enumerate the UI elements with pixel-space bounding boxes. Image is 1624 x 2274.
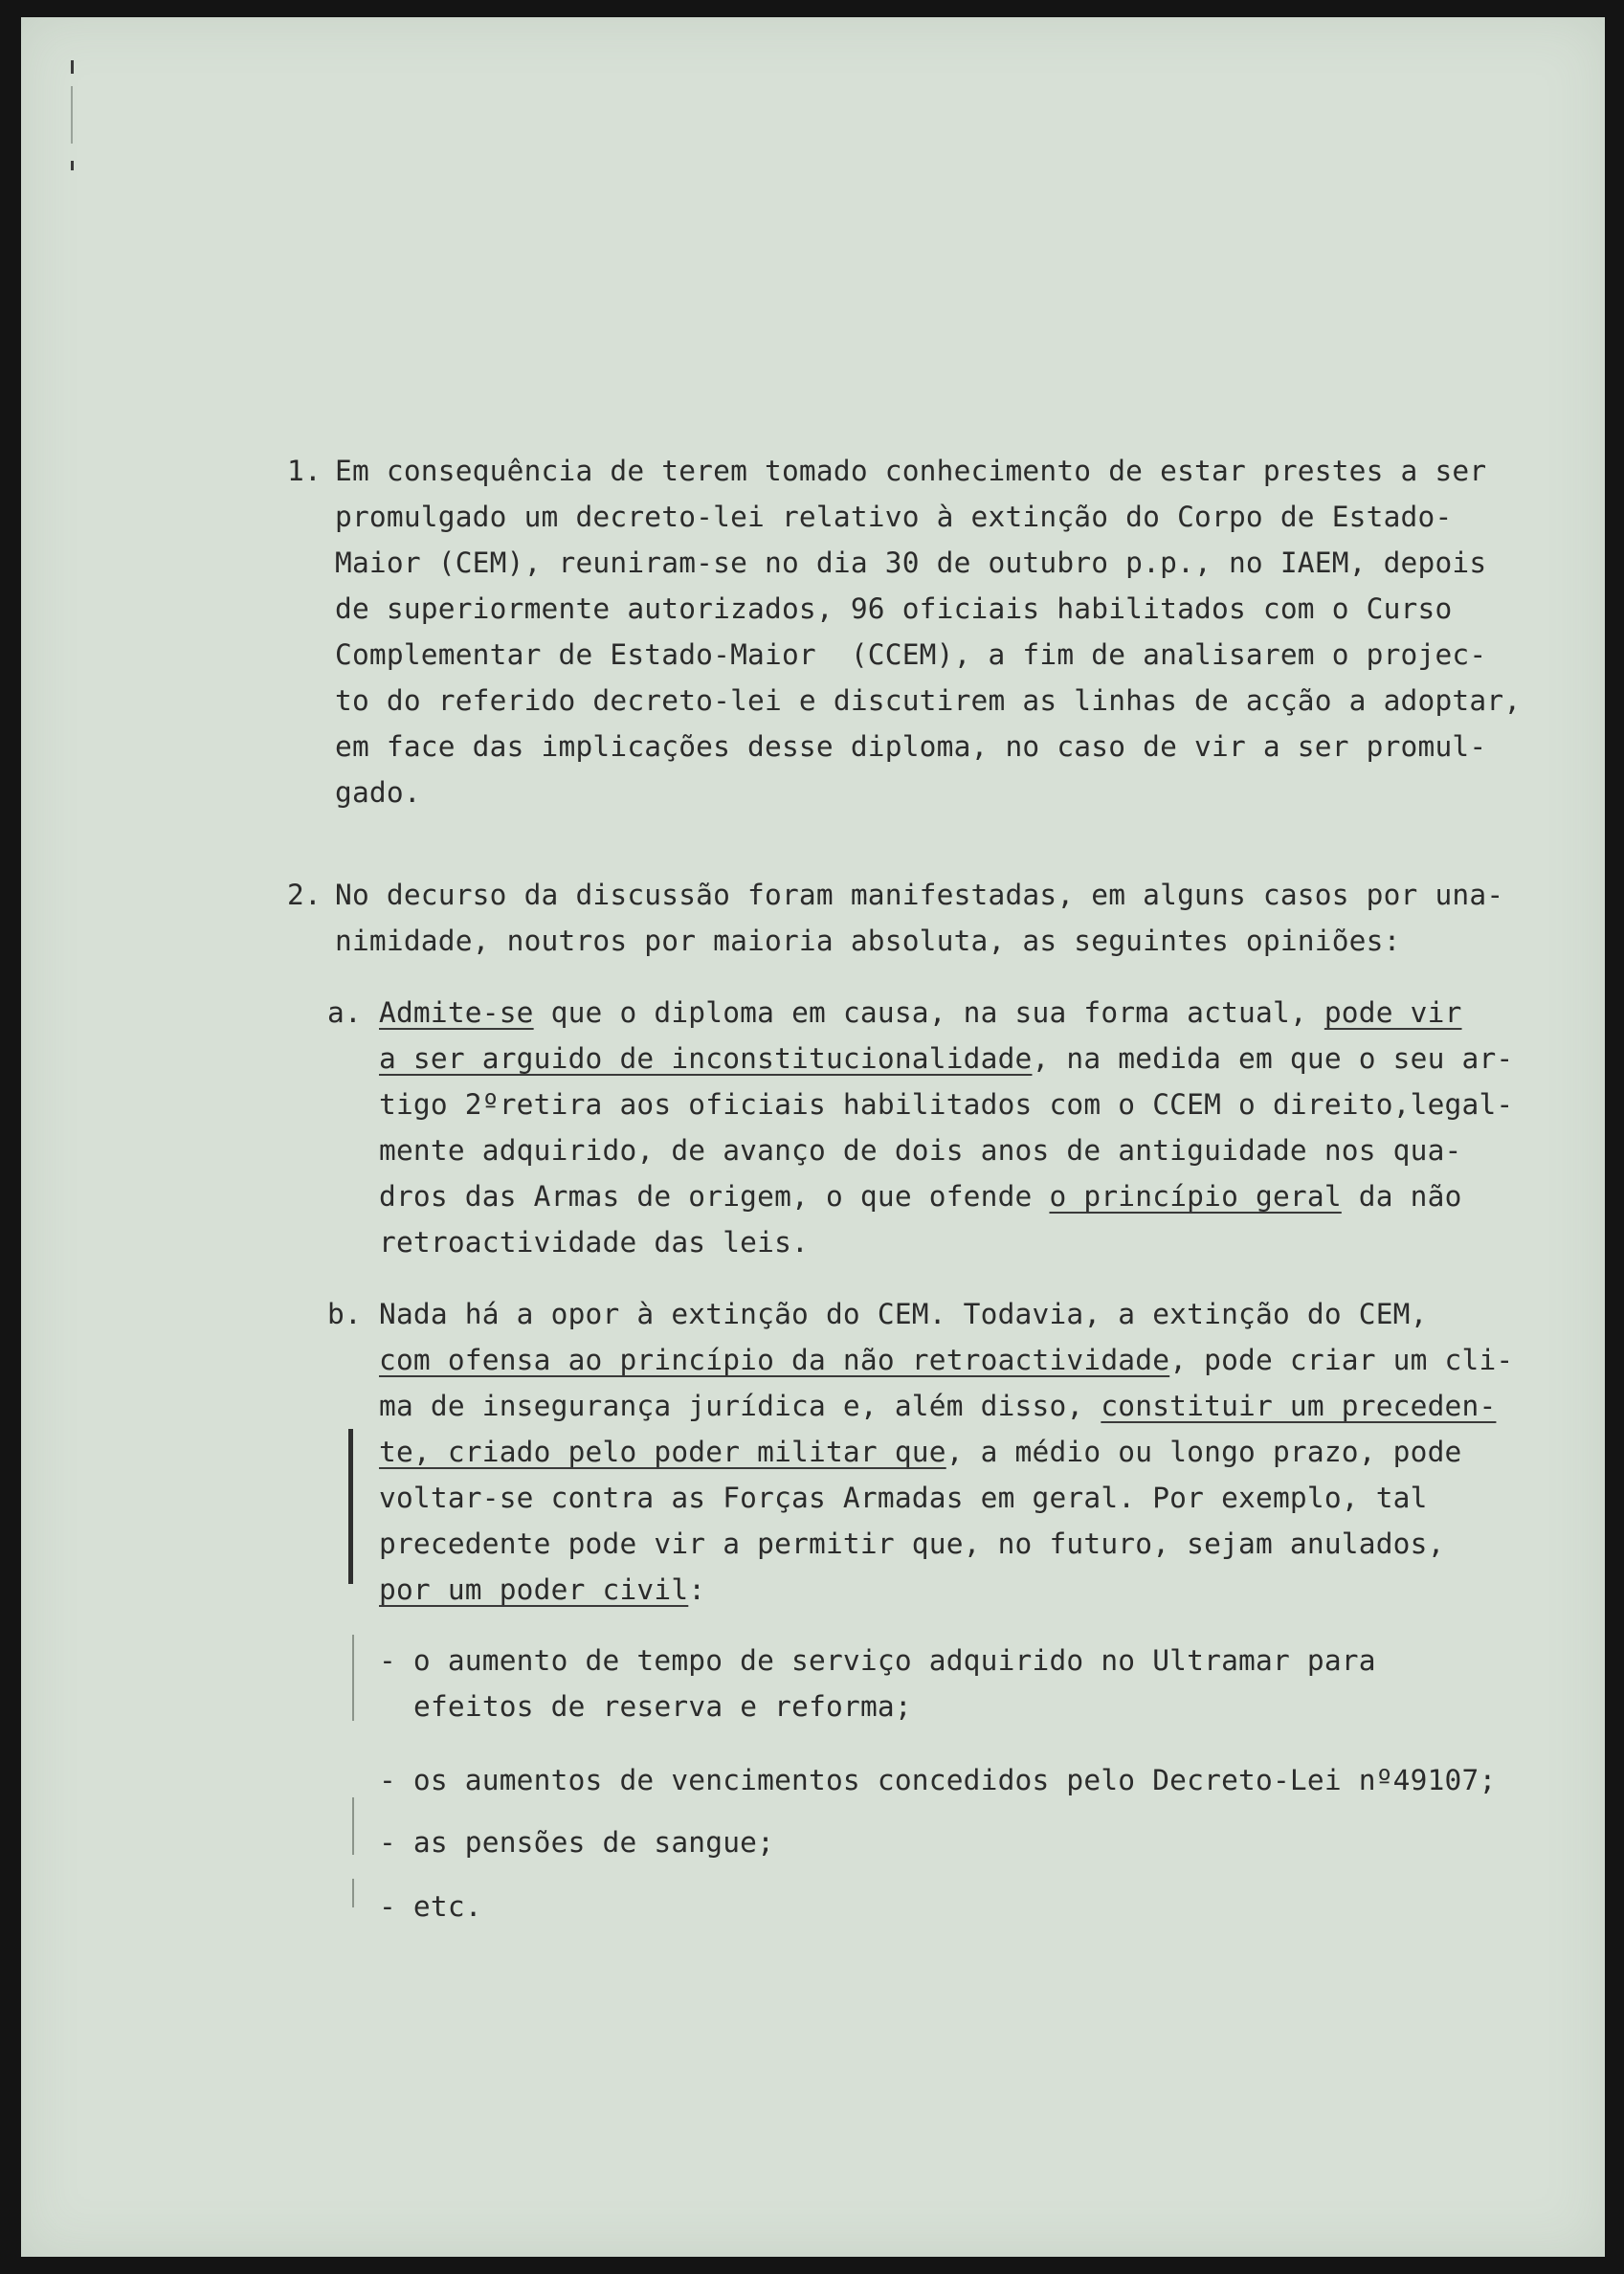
subitem-a-line: a ser arguido de inconstitucionalidade, na medida em que o seu ar- bbox=[379, 1042, 1514, 1075]
subitem-a-line: retroactividade das leis. bbox=[379, 1226, 810, 1259]
margin-mark bbox=[352, 1879, 354, 1907]
list-item: - o aumento de tempo de serviço adquirido no Ultramar para bbox=[379, 1644, 1376, 1677]
subitem-a-line: tigo 2ºretira aos oficiais habilitados com o CCEM o direito,legal- bbox=[379, 1088, 1514, 1121]
typed-text bbox=[21, 17, 1522, 1993]
list-item-continuation: efeitos de reserva e reforma; bbox=[413, 1690, 912, 1723]
subitem-letter: a. bbox=[327, 996, 362, 1029]
paragraph-number: 2. bbox=[287, 879, 322, 911]
paragraph-2-line: nimidade, noutros por maioria absoluta, as seguintes opiniões: bbox=[335, 925, 1401, 957]
paragraph-number: 1. bbox=[287, 455, 322, 487]
margin-mark bbox=[352, 1635, 354, 1721]
subitem-b-line: Nada há a opor à extinção do CEM. Todavia, a extinção do CEM, bbox=[379, 1298, 1428, 1330]
paragraph-1-line: em face das implicações desse diploma, no caso de vir a ser promul- bbox=[335, 730, 1487, 763]
paragraph-1-line: gado. bbox=[335, 776, 421, 809]
subitem-b-line: voltar-se contra as Forças Armadas em geral. Por exemplo, tal bbox=[379, 1482, 1428, 1514]
subitem-b-line: com ofensa ao princípio da não retroactividade, pode criar um cli- bbox=[379, 1344, 1514, 1376]
subitem-a-line: mente adquirido, de avanço de dois anos de antiguidade nos qua- bbox=[379, 1134, 1462, 1167]
subitem-letter: b. bbox=[327, 1298, 362, 1330]
subitem-b-line: ma de insegurança jurídica e, além disso, constituir um preceden- bbox=[379, 1390, 1497, 1422]
paragraph-1-line: Complementar de Estado-Maior (CCEM), a fim de analisarem o projec- bbox=[335, 638, 1487, 671]
list-item: - as pensões de sangue; bbox=[379, 1826, 775, 1859]
margin-mark bbox=[348, 1429, 353, 1584]
subitem-b-line: te, criado pelo poder militar que, a médio ou longo prazo, pode bbox=[379, 1436, 1462, 1468]
paragraph-1-line: Em consequência de terem tomado conhecimento de estar prestes a ser bbox=[335, 455, 1487, 487]
list-item: - etc. bbox=[379, 1890, 482, 1923]
document-page bbox=[21, 17, 1605, 2257]
paragraph-1-line: promulgado um decreto-lei relativo à extinção do Corpo de Estado- bbox=[335, 501, 1453, 533]
margin-mark bbox=[352, 1797, 354, 1855]
paragraph-1-line: Maior (CEM), reuniram-se no dia 30 de outubro p.p., no IAEM, depois bbox=[335, 546, 1487, 579]
subitem-b-line: precedente pode vir a permitir que, no futuro, sejam anulados, bbox=[379, 1527, 1445, 1560]
subitem-b-line: por um poder civil: bbox=[379, 1573, 706, 1606]
paragraph-1-line: de superiormente autorizados, 96 oficiais habilitados com o Curso bbox=[335, 592, 1453, 625]
list-item: - os aumentos de vencimentos concedidos pelo Decreto-Lei nº49107; bbox=[379, 1764, 1497, 1796]
paragraph-2-line: No decurso da discussão foram manifestadas, em alguns casos por una- bbox=[335, 879, 1504, 911]
paragraph-1-line: to do referido decreto-lei e discutirem as linhas de acção a adoptar, bbox=[335, 684, 1522, 717]
subitem-a-line: Admite-se que o diploma em causa, na sua forma actual, pode vir bbox=[379, 996, 1462, 1029]
subitem-a-line: dros das Armas de origem, o que ofende o princípio geral da não bbox=[379, 1180, 1462, 1213]
